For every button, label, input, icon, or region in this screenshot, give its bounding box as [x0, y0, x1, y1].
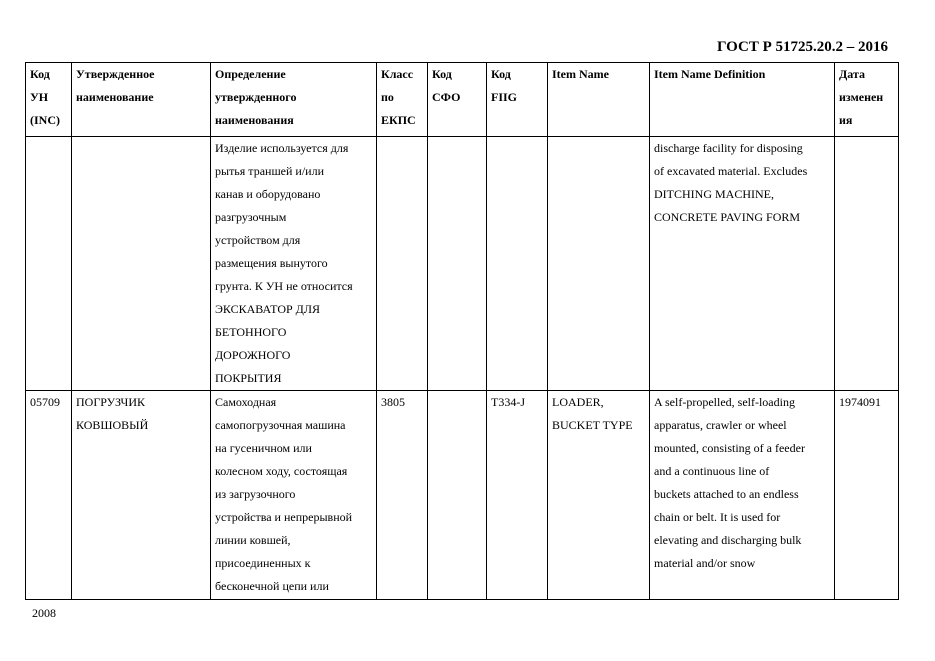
cell-item-name: [548, 391, 650, 600]
cell-line: material and/or snow: [654, 556, 756, 570]
header-line: Item Name: [552, 67, 609, 81]
cell-line: CONCRETE PAVING FORM: [654, 210, 801, 224]
header-line: СФО: [432, 90, 461, 104]
header-line: по: [381, 90, 394, 104]
cell-line: КОВШОВЫЙ: [76, 418, 149, 432]
cell-line: BUCKET TYPE: [552, 418, 633, 432]
header-line: наименование: [76, 90, 154, 104]
cell-line: ДОРОЖНОГО: [215, 348, 291, 362]
cell-class: [377, 137, 428, 391]
cell-fiig: T334-J: [487, 391, 548, 600]
header-fiig: [487, 63, 548, 137]
cell-definition: [211, 137, 377, 391]
cell-sfo: [428, 391, 487, 600]
cell-approved-name: [72, 137, 211, 391]
header-sfo: [428, 63, 487, 137]
cell-line: and a continuous line of: [654, 464, 770, 478]
cell-line: из загрузочного: [215, 487, 296, 501]
cell-line: LOADER,: [552, 395, 604, 409]
header-line: изменен: [839, 90, 884, 104]
header-line: наименования: [215, 113, 294, 127]
cell-line: канав и оборудовано: [215, 187, 321, 201]
header-line: Код: [30, 67, 50, 81]
header-change-date: [835, 63, 899, 137]
header-line: ия: [839, 113, 853, 127]
cell-inc: 05709: [26, 391, 72, 600]
table-row: [26, 137, 899, 391]
header-line: Item Name Definition: [654, 67, 766, 81]
cell-item-definition: [650, 391, 835, 600]
cell-item-definition: [650, 137, 835, 391]
cell-line: присоединенных к: [215, 556, 311, 570]
cell-line: discharge facility for disposing: [654, 141, 803, 155]
cell-line: устройством для: [215, 233, 301, 247]
header-line: УН: [30, 90, 49, 104]
header-line: (INC): [30, 113, 60, 127]
header-line: FIIG: [491, 90, 518, 104]
cell-line: рытья траншей и/или: [215, 164, 325, 178]
header-definition: [211, 63, 377, 137]
header-line: ЕКПС: [381, 113, 416, 127]
catalog-table: [25, 62, 899, 600]
header-line: Класс: [381, 67, 414, 81]
cell-line: mounted, consisting of a feeder: [654, 441, 805, 455]
cell-approved-name: [72, 391, 211, 600]
cell-definition: [211, 391, 377, 600]
cell-line: Самоходная: [215, 395, 277, 409]
cell-line: DITCHING MACHINE,: [654, 187, 774, 201]
cell-line: of excavated material. Excludes: [654, 164, 808, 178]
cell-fiig: [487, 137, 548, 391]
header-item-name: [548, 63, 650, 137]
table-header-row: [26, 63, 899, 137]
cell-line: колесном ходу, состоящая: [215, 464, 348, 478]
cell-inc: [26, 137, 72, 391]
cell-line: самопогрузочная машина: [215, 418, 346, 432]
header-line: Код: [491, 67, 511, 81]
header-line: Дата: [839, 67, 865, 81]
header-class: [377, 63, 428, 137]
cell-line: грунта. К УН не относится: [215, 279, 353, 293]
header-line: Утвержденное: [76, 67, 155, 81]
table-row: [26, 391, 899, 600]
cell-sfo: [428, 137, 487, 391]
cell-line: elevating and discharging bulk: [654, 533, 802, 547]
cell-line: бесконечной цепи или: [215, 579, 329, 593]
cell-line: размещения вынутого: [215, 256, 328, 270]
cell-line: на гусеничном или: [215, 441, 312, 455]
cell-item-name: [548, 137, 650, 391]
header-item-definition: [650, 63, 835, 137]
header-line: Определение: [215, 67, 286, 81]
cell-line: устройства и непрерывной: [215, 510, 353, 524]
cell-line: линии ковшей,: [215, 533, 291, 547]
cell-change-date: [835, 137, 899, 391]
cell-line: Изделие используется для: [215, 141, 349, 155]
header-approved-name: [72, 63, 211, 137]
header-line: утвержденного: [215, 90, 297, 104]
cell-line: БЕТОННОГО: [215, 325, 287, 339]
cell-line: разгрузочным: [215, 210, 287, 224]
cell-line: chain or belt. It is used for: [654, 510, 781, 524]
cell-line: ПОКРЫТИЯ: [215, 371, 282, 385]
cell-line: A self-propelled, self-loading: [654, 395, 795, 409]
cell-line: ПОГРУЗЧИК: [76, 395, 146, 409]
page-number: 2008: [32, 606, 56, 620]
cell-change-date: 1974091: [835, 391, 899, 600]
document-standard-number: ГОСТ Р 51725.20.2 – 2016: [716, 39, 888, 55]
header-inc: [26, 63, 72, 137]
cell-class: 3805: [377, 391, 428, 600]
cell-line: apparatus, crawler or wheel: [654, 418, 787, 432]
header-line: Код: [432, 67, 452, 81]
cell-line: ЭКСКАВАТОР ДЛЯ: [215, 302, 320, 316]
cell-line: buckets attached to an endless: [654, 487, 799, 501]
